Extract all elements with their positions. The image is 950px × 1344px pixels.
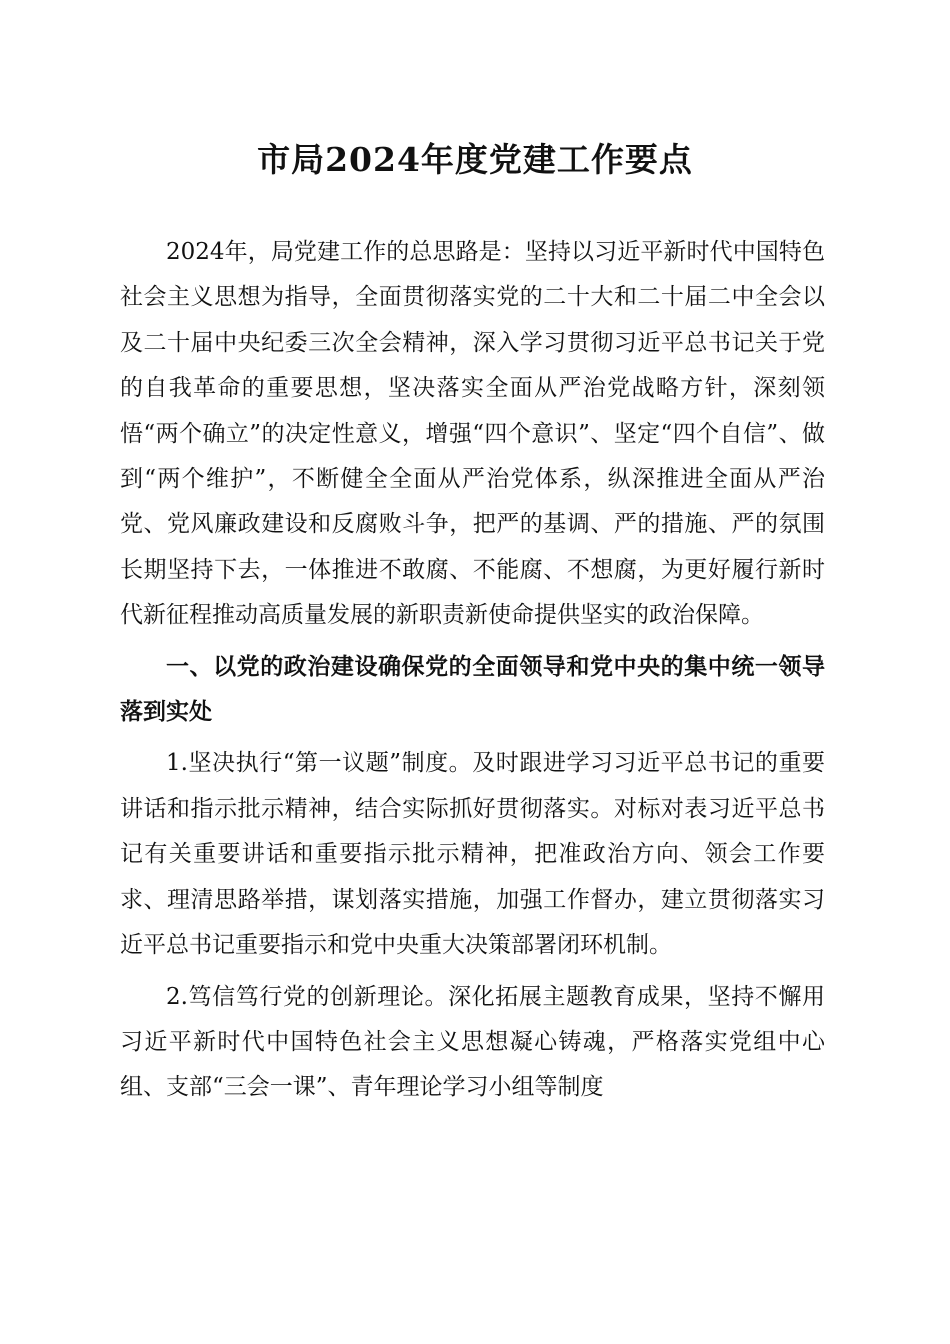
item-paragraph-1: 1.坚决执行“第一议题”制度。及时跟进学习习近平总书记的重要讲话和指示批示精神，结合实际抓好贯彻落实。对标对表习近平总书记有关重要讲话和重要指示批示精神，把准政治方向、领会工作要求、理清思路举措，谋划落实措施，加强工作督办，建立贯彻落实习近平总书记重要指示和党中央重大决策部署闭环机制。 xyxy=(120,750,825,959)
document-body xyxy=(120,230,825,1111)
document-title: 市局2024年度党建工作要点 xyxy=(257,140,693,179)
section-heading-1: 一、以党的政治建设确保党的全面领导和党中央的集中统一领导落到实处 xyxy=(120,653,825,726)
item-paragraph-2: 2.笃信笃行党的创新理论。深化拓展主题教育成果，坚持不懈用习近平新时代中国特色社会主义思想凝心铸魂，严格落实党组中心组、支部“三会一课”、青年理论学习小组等制度 xyxy=(120,983,825,1101)
intro-paragraph: 2024年，局党建工作的总思路是：坚持以习近平新时代中国特色社会主义思想为指导，全面贯彻落实党的二十大和二十届二中全会以及二十届中央纪委三次全会精神，深入学习贯彻习近平总书记关于党的自我革命的重要思想，坚决落实全面从严治党战略方针，深刻领悟“两个确立”的决定性意义，增强“四个意识”、坚定“四个自信”、做到“两个维护”，不断健全全面从严治党体系，纵深推进全面从严治党、党风廉政建设和反腐败斗争，把严的基调、严的措施、严的氛围长期坚持下去，一体推进不敢腐、不能腐、不想腐，为更好履行新时代新征程推动高质量发展的新职责新使命提供坚实的政治保障。 xyxy=(120,239,825,629)
